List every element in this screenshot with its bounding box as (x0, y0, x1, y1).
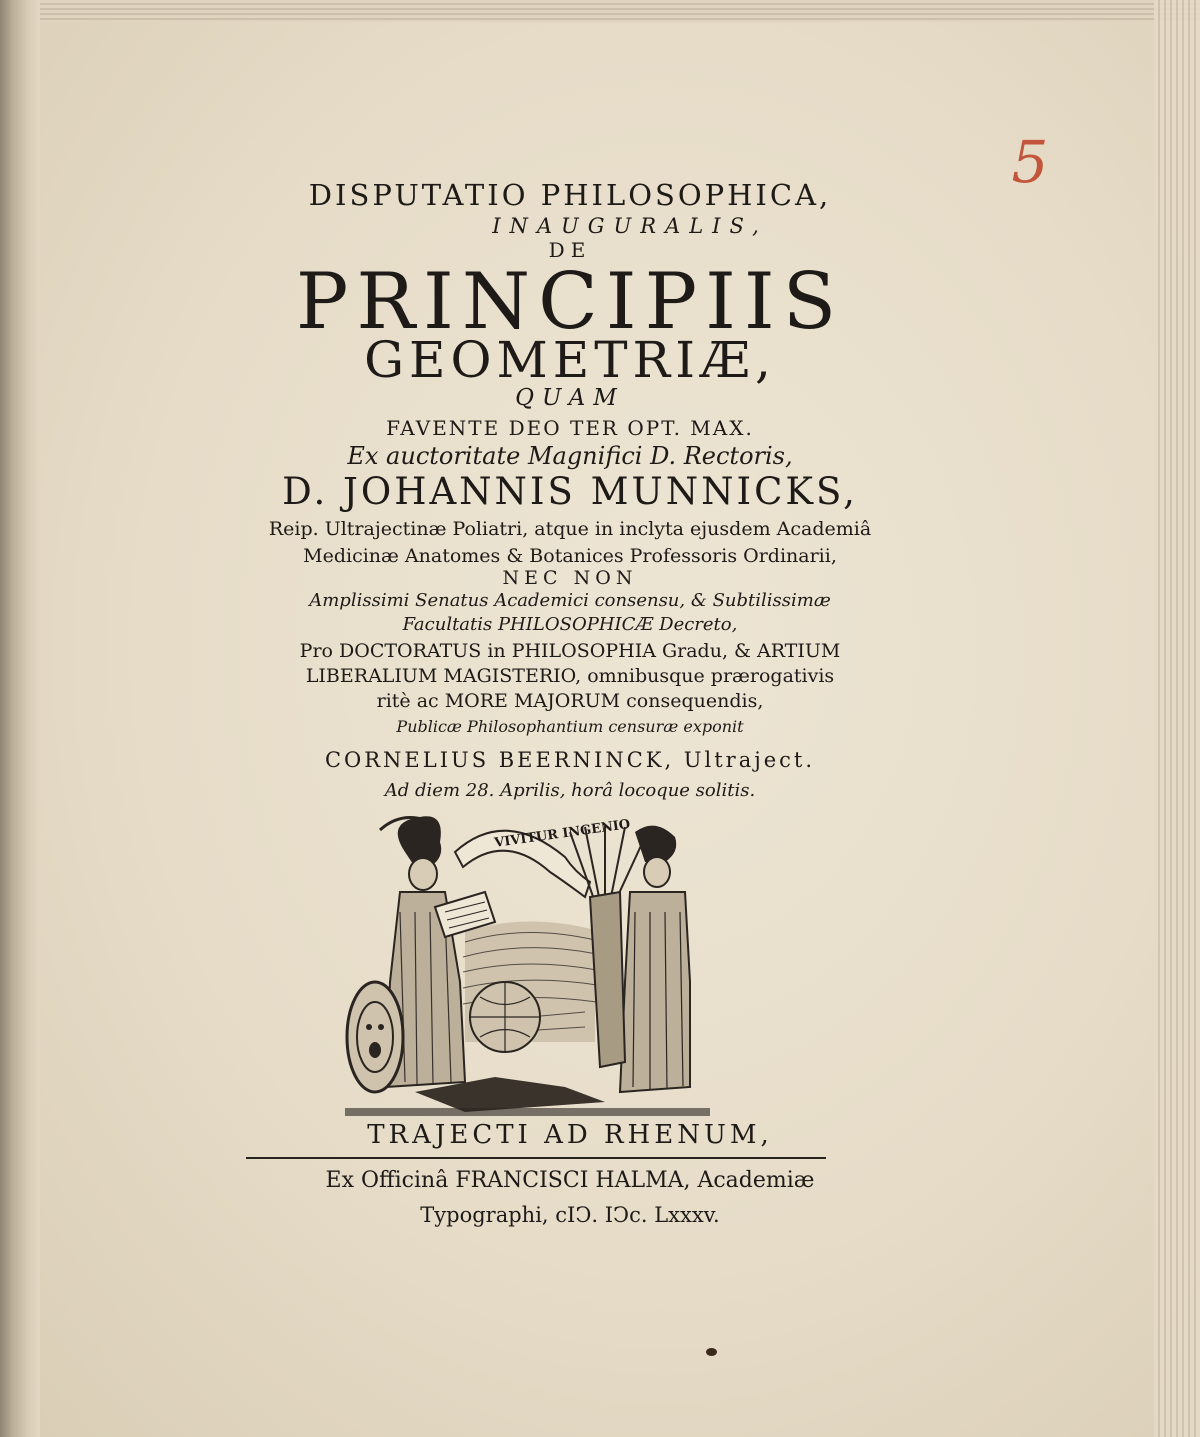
title-line-munnicks: D. JOHANNIS MUNNICKS, (282, 470, 858, 513)
imprint-rule (246, 1157, 826, 1159)
title-line-author: CORNELIUS BEERNINCK, Ultraject. (324, 748, 816, 772)
title-line-amplissimi: Amplissimi Senatus Academici consensu, & Subtilissimæ (309, 590, 831, 611)
title-line-doctoratus: Pro DOCTORATUS in PHILOSOPHIA Gradu, & ARTIUM (299, 640, 841, 662)
title-line-reip: Reip. Ultrajectinæ Poliatri, atque in inclyta ejusdem Academiâ (268, 518, 872, 540)
title-line-principiis: PRINCIPIIS (295, 257, 845, 347)
imprint-year: Typographi, cIↃ. IↃc. Lxxxv. (420, 1203, 720, 1227)
title-line-disputatio: DISPUTATIO PHILOSOPHICA, (308, 178, 832, 212)
title-line-more-majorum: ritè ac MORE MAJORUM consequendis, (376, 690, 764, 712)
title-line-nec-non: NEC NON (502, 567, 638, 589)
title-line-inauguralis: INAUGURALIS, (492, 214, 768, 238)
page-top-edges (40, 0, 1200, 22)
title-line-geometriae: GEOMETRIÆ, (364, 331, 776, 389)
printer-emblem-woodcut (345, 812, 710, 1122)
title-line-de: DE (548, 238, 592, 262)
title-line-date: Ad diem 28. Aprilis, horâ locoque solitis. (384, 780, 756, 801)
title-line-quam: QUAM (515, 385, 625, 411)
title-line-medicinae: Medicinæ Anatomes & Botanices Professoris Ordinarii, (303, 545, 837, 567)
imprint-printer: Ex Officinâ FRANCISCI HALMA, Academiæ (325, 1168, 815, 1193)
emblem-motto: VIVITUR INGENIO (493, 817, 632, 851)
book-gutter (0, 0, 40, 1437)
page-side-edges (1154, 0, 1200, 1437)
page-number: 5 (1011, 128, 1049, 196)
title-line-auctoritate: Ex auctoritate Magnifici D. Rectoris, (347, 442, 793, 470)
title-line-liberalium: LIBERALIUM MAGISTERIO, omnibusque prærogativis (305, 665, 835, 687)
title-line-favente: FAVENTE DEO TER OPT. MAX. (386, 416, 754, 440)
ink-spot (706, 1348, 717, 1356)
imprint-place: TRAJECTI AD RHENUM, (367, 1120, 773, 1150)
title-line-facultatis: Facultatis PHILOSOPHICÆ Decreto, (402, 614, 738, 635)
title-line-publicae: Publicæ Philosophantium censuræ exponit (396, 717, 744, 736)
